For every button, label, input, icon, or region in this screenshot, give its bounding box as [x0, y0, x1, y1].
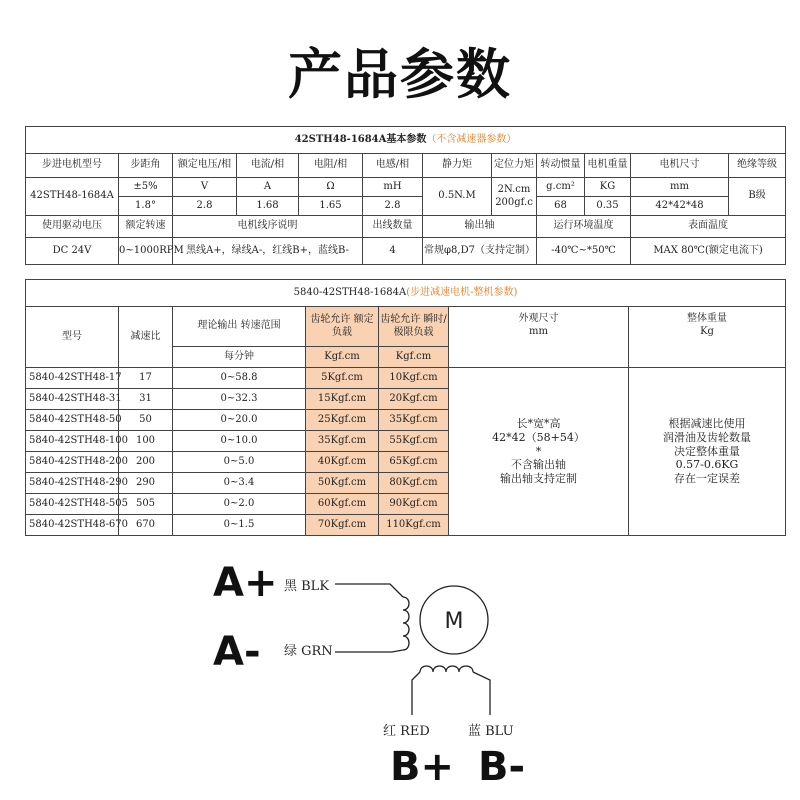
col-header: 电流/相 [237, 154, 299, 178]
basic-header [26, 127, 786, 154]
dims-line: 输出轴支持定制 [500, 472, 577, 486]
gear-rated-load: 35Kgf.cm [306, 431, 379, 452]
holding-torque: 0.5N.M [423, 178, 492, 216]
dims-line: 不含输出轴 [511, 458, 566, 472]
b-minus-label: B- [478, 744, 526, 790]
col-header: 额定转速 [119, 216, 173, 238]
a-minus-label: A- [213, 629, 261, 675]
env-temperature: -40℃~*50℃ [537, 238, 631, 265]
col-header: 定位力矩 [492, 154, 537, 178]
wiring-diagram [0, 540, 800, 800]
col-header: 步距角 [119, 154, 173, 178]
rated-unit: Kgf.cm [306, 347, 379, 368]
gear-model: 5840-42STH48-290 [26, 473, 119, 494]
gear-speed: 0~10.0 [173, 431, 306, 452]
gear-speed: 0~20.0 [173, 410, 306, 431]
basic-header-note: （不含减速器参数） [426, 133, 517, 145]
gear-ratio: 50 [119, 410, 173, 431]
unit-cell: g.cm² [537, 178, 585, 197]
gear-peak-load: 35Kgf.cm [379, 410, 449, 431]
col-header: 输出轴 [423, 216, 537, 238]
gear-peak-load: 10Kgf.cm [379, 368, 449, 389]
value-cell: 1.68 [237, 197, 299, 216]
gear-model: 5840-42STH48-200 [26, 452, 119, 473]
gear-rated-load: 50Kgf.cm [306, 473, 379, 494]
unit-cell: ±5% [119, 178, 173, 197]
col-header: 绝缘等级 [729, 154, 786, 178]
unit-cell: V [173, 178, 237, 197]
weight-line: 存在一定误差 [674, 472, 740, 486]
a-plus-label: A+ [213, 560, 278, 606]
col-header-peak-load: 齿轮允许 瞬时/极限负载 [379, 307, 449, 347]
green-wire-label: 绿 GRN [284, 644, 333, 659]
gear-rated-load: 5Kgf.cm [306, 368, 379, 389]
weight-unit: Kg [700, 325, 714, 337]
a-coil-wire [335, 584, 403, 652]
col-header: 电机线序说明 [173, 216, 363, 238]
weight-title: 整体重量 [687, 313, 727, 324]
basic-params-table [25, 126, 786, 265]
basic-header-main: 42STH48-1684A基本参数 [294, 133, 427, 145]
gearmotor-params-table [25, 279, 786, 536]
gear-model: 5840-42STH48-100 [26, 431, 119, 452]
col-header-rated-load: 齿轮允许 额定负载 [306, 307, 379, 347]
gear-header [26, 280, 786, 307]
gear-rated-load: 40Kgf.cm [306, 452, 379, 473]
dims-line: 长*宽*高 [516, 417, 561, 431]
gear-peak-load: 20Kgf.cm [379, 389, 449, 410]
gear-model: 5840-42STH48-31 [26, 389, 119, 410]
table-row [26, 368, 786, 389]
gear-ratio: 17 [119, 368, 173, 389]
gear-peak-load: 80Kgf.cm [379, 473, 449, 494]
unit-cell: A [237, 178, 299, 197]
dims-description [449, 368, 629, 536]
col-header-dims [449, 307, 629, 368]
gear-rated-load: 70Kgf.cm [306, 515, 379, 536]
col-header-model: 型号 [26, 307, 119, 368]
value-cell: 1.65 [299, 197, 363, 216]
gear-rated-load: 25Kgf.cm [306, 410, 379, 431]
gear-ratio: 31 [119, 389, 173, 410]
col-header: 转动惯量 [537, 154, 585, 178]
gear-header-note: (步进减速电机-整机参数) [406, 286, 518, 298]
value-cell: 68 [537, 197, 585, 216]
gear-rated-load: 60Kgf.cm [306, 494, 379, 515]
gear-speed: 0~32.3 [173, 389, 306, 410]
insulation-class: B级 [729, 178, 786, 216]
weight-line: 0.57-0.6KG [675, 458, 739, 472]
drive-voltage: DC 24V [26, 238, 119, 265]
value-cell: 42*42*48 [631, 197, 729, 216]
col-header: 步进电机型号 [26, 154, 119, 178]
gear-model: 5840-42STH48-50 [26, 410, 119, 431]
gear-ratio: 670 [119, 515, 173, 536]
col-header: 静力矩 [423, 154, 492, 178]
gear-ratio: 100 [119, 431, 173, 452]
col-header: 运行环境温度 [537, 216, 631, 238]
dims-line: 42*42（58+54） [492, 430, 585, 444]
col-header: 使用驱动电压 [26, 216, 119, 238]
value-cell: 0.35 [585, 197, 631, 216]
motor-model: 42STH48-1684A [26, 178, 119, 216]
col-header: 电阻/相 [299, 154, 363, 178]
gear-peak-load: 90Kgf.cm [379, 494, 449, 515]
gear-speed: 0~58.8 [173, 368, 306, 389]
blue-wire-label: 蓝 BLU [468, 724, 514, 739]
gear-ratio: 505 [119, 494, 173, 515]
unit-cell: Ω [299, 178, 363, 197]
gear-peak-load: 65Kgf.cm [379, 452, 449, 473]
page-title: 产品参数 [288, 43, 512, 106]
red-wire-label: 红 RED [383, 724, 430, 739]
speed-unit: 每分钟 [173, 347, 306, 368]
detent-torque: 2N.cm 200gf.c [492, 178, 537, 216]
b-coil-icon [420, 666, 473, 672]
weight-line: 根据减速比使用 [668, 417, 746, 431]
weight-description [629, 368, 786, 536]
b-plus-label: B+ [390, 744, 455, 790]
unit-cell: mH [363, 178, 423, 197]
gear-speed: 0~1.5 [173, 515, 306, 536]
weight-line: 润滑油及齿轮数量 [663, 430, 751, 444]
wiring-description: 黑线A+，绿线A-，红线B+，蓝线B- [173, 238, 363, 265]
gear-peak-load: 110Kgf.cm [379, 515, 449, 536]
col-header: 电机尺寸 [631, 154, 729, 178]
gear-model: 5840-42STH48-670 [26, 515, 119, 536]
gear-model: 5840-42STH48-505 [26, 494, 119, 515]
col-header: 出线数量 [363, 216, 423, 238]
gear-speed: 0~5.0 [173, 452, 306, 473]
gear-speed: 0~2.0 [173, 494, 306, 515]
col-header: 电感/相 [363, 154, 423, 178]
peak-unit: Kgf.cm [379, 347, 449, 368]
value-cell: 1.8° [119, 197, 173, 216]
black-wire-label: 黑 BLK [284, 579, 330, 594]
gear-ratio: 200 [119, 452, 173, 473]
gear-ratio: 290 [119, 473, 173, 494]
gear-header-main: 5840-42STH48-1684A [293, 286, 407, 298]
gear-peak-load: 55Kgf.cm [379, 431, 449, 452]
rated-speed: 0~1000RPM [119, 238, 173, 265]
a-coil-icon [403, 597, 409, 650]
output-shaft: 常规φ8,D7（支持定制） [423, 238, 537, 265]
wire-count: 4 [363, 238, 423, 265]
col-header-weight [629, 307, 786, 368]
gear-speed: 0~3.4 [173, 473, 306, 494]
surface-temperature: MAX 80℃(额定电流下) [631, 238, 786, 265]
value-cell: 2.8 [363, 197, 423, 216]
col-header-speed: 理论输出 转速范围 [173, 307, 306, 347]
dims-line: * [535, 444, 542, 458]
unit-cell: mm [631, 178, 729, 197]
gear-rated-load: 15Kgf.cm [306, 389, 379, 410]
col-header: 额定电压/相 [173, 154, 237, 178]
col-header-ratio: 减速比 [119, 307, 173, 368]
value-cell: 2.8 [173, 197, 237, 216]
weight-line: 决定整体重量 [674, 444, 740, 458]
motor-label: M [444, 609, 464, 634]
dims-unit: mm [529, 325, 548, 337]
unit-cell: KG [585, 178, 631, 197]
b-coil-wire [412, 672, 490, 715]
gear-model: 5840-42STH48-17 [26, 368, 119, 389]
col-header: 电机重量 [585, 154, 631, 178]
col-header: 表面温度 [631, 216, 786, 238]
dims-title: 外观尺寸 [518, 313, 559, 324]
